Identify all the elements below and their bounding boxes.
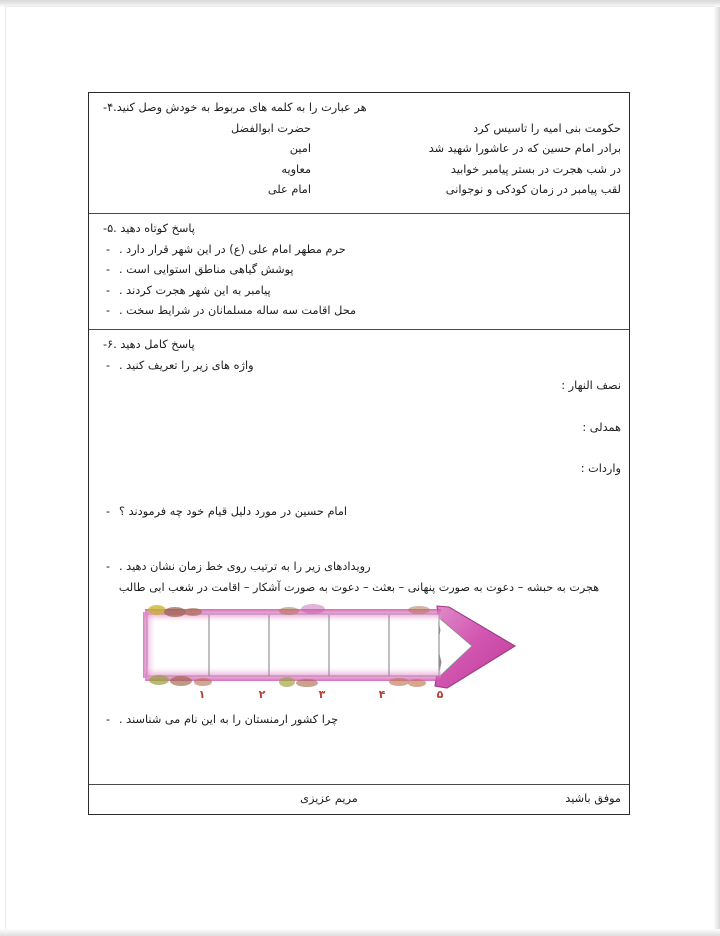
bullet-dash: - bbox=[105, 304, 111, 317]
bullet-dash: - bbox=[105, 283, 111, 297]
timeline-arrow-svg bbox=[137, 600, 527, 695]
matching-phrase: لقب پیامبر در زمان کودکی و نوجوانی bbox=[445, 183, 621, 196]
question-5-item-text: حرم مطهر امام علی (ع) در این شهر قرار دارد . bbox=[119, 242, 346, 256]
bullet-dash: - bbox=[105, 263, 111, 276]
question-4-heading bbox=[89, 93, 629, 119]
answer-space bbox=[89, 480, 629, 502]
timeline-number: ۵ bbox=[436, 687, 444, 701]
vocab-term-row bbox=[89, 418, 629, 439]
matching-phrase: در شب هجرت در بستر پیامبر خوابید bbox=[450, 162, 621, 176]
question-6-item-hossein bbox=[89, 502, 629, 523]
bullet-dash: - bbox=[105, 358, 111, 372]
footer-teacher-name: مریم عزیزی bbox=[300, 792, 358, 805]
question-5-item-text: پوشش گیاهی مناطق استوایی است . bbox=[119, 263, 294, 276]
timeline-arrow-figure bbox=[89, 600, 629, 708]
question-5-item bbox=[89, 301, 629, 322]
timeline-number: ۱ bbox=[198, 687, 206, 701]
scan-top-edge-band bbox=[0, 0, 720, 7]
vocab-term-text: واردات : bbox=[580, 462, 621, 475]
question-6-item-text: چرا کشور ارمنستان را به این نام می شناسند . bbox=[119, 712, 339, 726]
question-6-vocab-prompt bbox=[89, 356, 629, 377]
timeline-events-list: هجرت به حبشه – دعوت به صورت پنهانی – بعثت – دعوت به صورت آشکار – اقامت در شعب ابی طالب bbox=[118, 580, 600, 594]
bullet-dash: - bbox=[105, 712, 111, 726]
question-6-number: ۶- bbox=[103, 338, 114, 351]
matching-word: امین bbox=[289, 142, 311, 155]
matching-phrase: حکومت بنی امیه را تاسیس کرد bbox=[473, 121, 621, 135]
bullet-dash: - bbox=[105, 504, 111, 518]
question-5-item-text: پیامبر به این شهر هجرت کردند . bbox=[119, 283, 271, 297]
question-5-heading bbox=[89, 214, 629, 240]
question-6-item-text: رویدادهای زیر را به ترتیب روی خط زمان نشان دهید . bbox=[119, 560, 371, 573]
footer-block bbox=[89, 785, 629, 814]
answer-space bbox=[89, 438, 629, 459]
timeline-number: ۲ bbox=[258, 687, 266, 701]
question-6-heading bbox=[89, 330, 629, 356]
vocab-term-row bbox=[89, 376, 629, 397]
page-bottom-edge-shadow bbox=[0, 929, 720, 936]
question-6-item-text: امام حسین در مورد دلیل قیام خود چه فرمودند ؟ bbox=[119, 504, 348, 518]
timeline-number: ۴ bbox=[378, 687, 386, 701]
answer-space bbox=[89, 544, 629, 557]
question-5-number: ۵- bbox=[103, 222, 114, 235]
vocab-prompt-text: واژه های زیر را تعریف کنید . bbox=[119, 358, 254, 372]
question-4-title: هر عبارت را به کلمه های مربوط به خودش وصل کنید. bbox=[113, 101, 367, 114]
timeline-number: ۳ bbox=[318, 687, 326, 701]
question-5-block bbox=[89, 214, 629, 330]
question-5-item-text: محل اقامت سه ساله مسلمانان در شرایط سخت . bbox=[119, 304, 357, 317]
answer-space bbox=[89, 397, 629, 418]
answer-space bbox=[89, 522, 629, 544]
question-4-block bbox=[89, 93, 629, 214]
question-4-matching-pairs bbox=[89, 119, 629, 207]
matching-pair-row bbox=[97, 139, 621, 160]
question-6-block bbox=[89, 330, 629, 785]
matching-pair-row bbox=[97, 119, 621, 140]
question-6-title: پاسخ کامل دهید . bbox=[113, 338, 195, 351]
matching-word: حضرت ابوالفضل bbox=[230, 121, 311, 135]
matching-word: معاویه bbox=[281, 162, 311, 176]
question-4-number: ۴- bbox=[103, 101, 114, 114]
footer-wish-text: موفق باشید bbox=[565, 792, 621, 805]
question-6-item-armenia bbox=[89, 710, 629, 731]
question-5-item bbox=[89, 240, 629, 261]
bullet-dash: - bbox=[105, 560, 111, 573]
question-5-item bbox=[89, 281, 629, 302]
vocab-term-text: همدلی : bbox=[582, 420, 621, 434]
bullet-dash: - bbox=[105, 242, 111, 256]
matching-pair-row bbox=[97, 180, 621, 201]
page-right-edge-shadow bbox=[714, 7, 720, 929]
question-5-item bbox=[89, 260, 629, 281]
matching-phrase: برادر امام حسین که در عاشورا شهید شد bbox=[428, 142, 621, 155]
vocab-term-text: نصف النهار : bbox=[561, 379, 621, 392]
matching-word: امام علی bbox=[267, 183, 311, 196]
question-6-item-timeline-prompt bbox=[89, 557, 629, 578]
footer-row bbox=[89, 785, 629, 811]
exam-questions-table bbox=[88, 92, 630, 815]
arrow-wash-left bbox=[143, 612, 157, 678]
vocab-term-row bbox=[89, 459, 629, 480]
question-5-title: پاسخ کوتاه دهید . bbox=[113, 222, 195, 235]
matching-pair-row bbox=[97, 160, 621, 181]
